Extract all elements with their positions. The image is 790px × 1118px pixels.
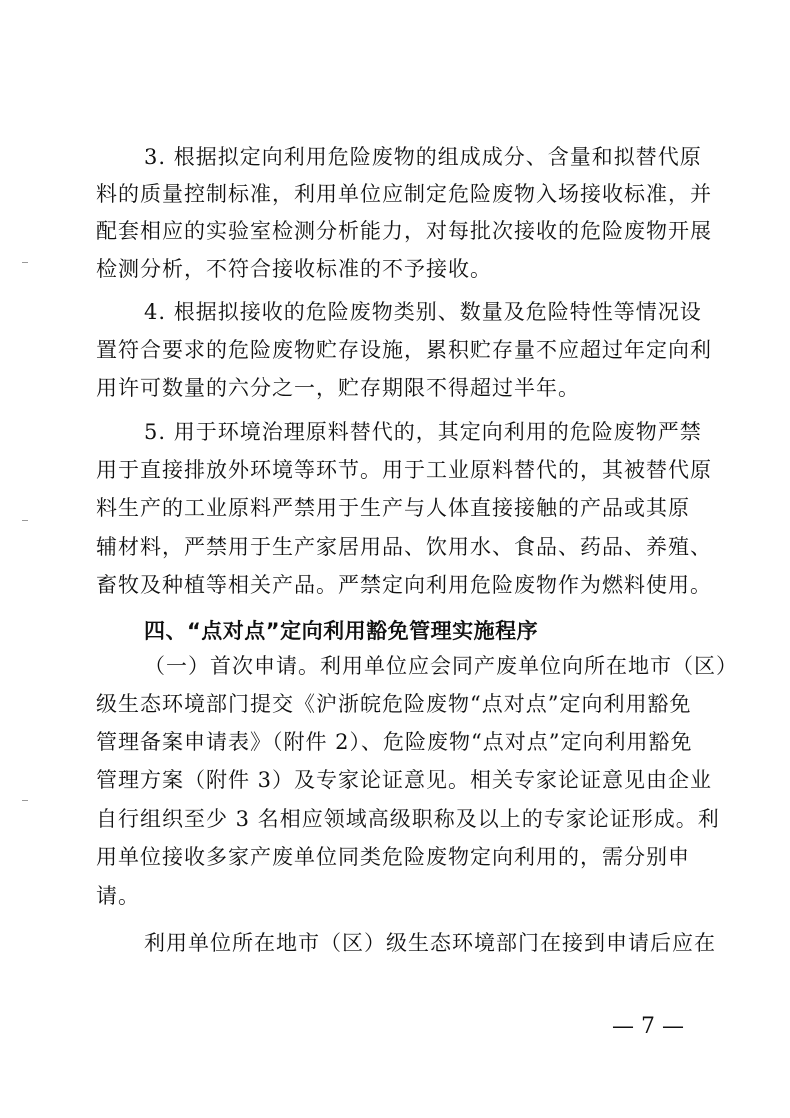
final-paragraph-line: 利用单位所在地市（区）级生态环境部门在接到申请后应在 <box>144 931 716 955</box>
margin-mark <box>22 262 28 263</box>
paragraph-3-line: 料的质量控制标准，利用单位应制定危险废物入场接收标准，并 <box>96 182 712 206</box>
paragraph-3-line: 配套相应的实验室检测分析能力，对每批次接收的危险废物开展 <box>96 219 712 243</box>
paragraph-5-line: 畜牧及种植等相关产品。严禁定向利用危险废物作为燃料使用。 <box>96 573 712 597</box>
paragraph-3-line: 3. 根据拟定向利用危险废物的组成成分、含量和拟替代原 <box>144 145 702 169</box>
paragraph-4-line: 置符合要求的危险废物贮存设施，累积贮存量不应超过年定向利 <box>96 338 712 362</box>
paragraph-5-line: 料生产的工业原料严禁用于生产与人体直接接触的产品或其原 <box>96 496 690 520</box>
page-number: — 7 — <box>612 1014 684 1039</box>
margin-mark <box>22 520 28 521</box>
paragraph-5-line: 5. 用于环境治理原料替代的，其定向利用的危险废物严禁 <box>144 420 702 444</box>
paragraph-4-line: 4. 根据拟接收的危险废物类别、数量及危险特性等情况设 <box>144 300 702 324</box>
application-line: 级生态环境部门提交《沪浙皖危险废物“点对点”定向利用豁免 <box>96 692 692 716</box>
margin-mark <box>22 800 28 801</box>
application-line: 管理备案申请表》（附件 2）、危险废物“点对点”定向利用豁免 <box>96 730 693 754</box>
section-heading: 四、“点对点”定向利用豁免管理实施程序 <box>144 619 539 643</box>
application-line: 自行组织至少 3 名相应领域高级职称及以上的专家论证形成。利 <box>96 807 720 831</box>
application-line: 管理方案（附件 3）及专家论证意见。相关专家论证意见由企业 <box>96 768 713 792</box>
paragraph-3-line: 检测分析，不符合接收标准的不予接收。 <box>96 257 492 281</box>
application-line: 用单位接收多家产废单位同类危险废物定向利用的，需分别申 <box>96 845 690 869</box>
paragraph-5-line: 用于直接排放外环境等环节。用于工业原料替代的，其被替代原 <box>96 458 712 482</box>
paragraph-5-line: 辅材料，严禁用于生产家居用品、饮用水、食品、药品、养殖、 <box>96 535 712 559</box>
application-line: 请。 <box>96 884 140 908</box>
paragraph-4-line: 用许可数量的六分之一，贮存期限不得超过半年。 <box>96 376 580 400</box>
application-line: （一）首次申请。利用单位应会同产废单位向所在地市（区） <box>144 654 738 678</box>
